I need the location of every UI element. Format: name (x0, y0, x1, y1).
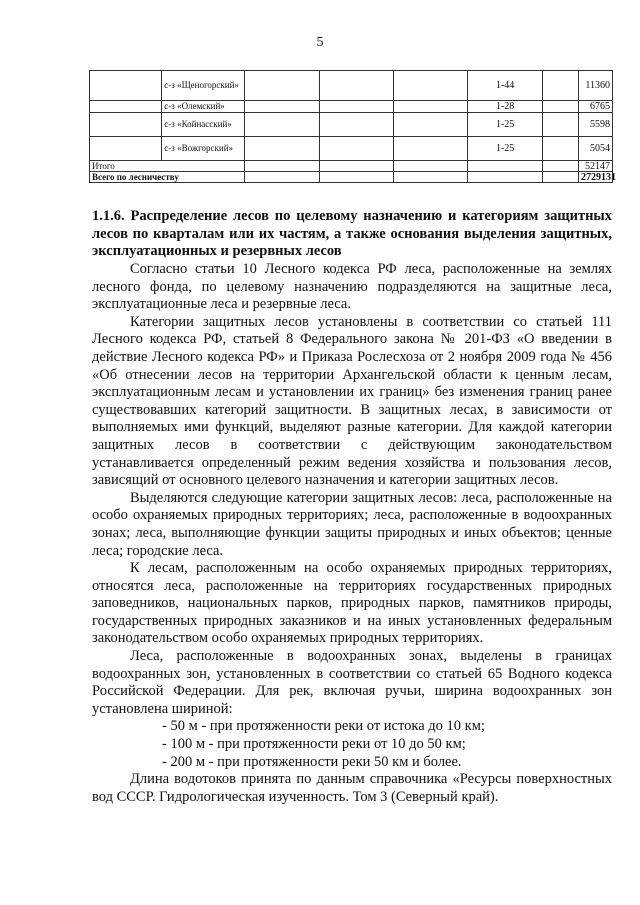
area-value: 5054 (578, 137, 612, 161)
cell (542, 161, 578, 172)
district (90, 137, 162, 161)
paragraph-5: Леса, расположенные в водоохранных зонах, выделены в границах водоохранных зон, установленных в соответствии со статьей 65 Водного кодекса Российской Федерации. Для рек, включая ручьи, ширина водоохранных зон установлена шириной: (92, 648, 612, 717)
cell (245, 101, 319, 113)
quarter-range: 1-44 (468, 71, 542, 101)
forest-area-table (89, 70, 616, 183)
cell (319, 161, 393, 172)
cell (394, 71, 468, 101)
list-item: - 200 м - при протяженности реки 50 км и более. (162, 753, 462, 770)
paragraph-3: Выделяются следующие категории защитных лесов: леса, расположенные на особо охраняемых природных территориях; леса, расположенные в водоохранных зонах; леса, выполняющие функции защиты природных и иных объектов; ценные леса; городские леса. (92, 489, 612, 559)
list-item: - 50 м - при протяженности реки от истока до 10 км; (162, 718, 485, 735)
district (90, 113, 162, 137)
table-row (90, 113, 613, 137)
forest-section-name: с-з «Щеногорский» (162, 71, 245, 101)
paragraph-final: Длина водотоков принята по данным справочника «Ресурсы поверхностных вод СССР. Гидрологическая изученность. Том 3 (Северный край). (92, 771, 612, 805)
forest-section-name: с-з «Койнасский» (162, 113, 245, 137)
list-item: - 100 м - при протяженности реки от 10 до 50 км; (162, 736, 466, 753)
total-label: Итого (90, 161, 245, 172)
cell (542, 137, 578, 161)
grand-total-row (90, 172, 613, 183)
quarter-range: 1-25 (468, 137, 542, 161)
quarter-range: 1-28 (468, 101, 542, 113)
forest-section-name: с-з «Олемский» (162, 101, 245, 113)
cell (394, 137, 468, 161)
cell (319, 137, 393, 161)
cell (542, 172, 578, 183)
page-number: 5 (316, 35, 324, 50)
table-row (90, 137, 613, 161)
cell (394, 161, 468, 172)
cell (245, 161, 319, 172)
section-heading: 1.1.6. Распределение лесов по целевому назначению и категориям защитных лесов по кварталам или их частям, а также основания выделения защитных, эксплуатационных и резервных лесов (92, 208, 612, 260)
cell (319, 71, 393, 101)
total-area: 52147 (578, 161, 612, 172)
cell (319, 101, 393, 113)
cell (468, 172, 542, 183)
cell (245, 71, 319, 101)
paragraph-1: Согласно статьи 10 Лесного кодекса РФ леса, расположенные на землях лесного фонда, по целевому назначению подразделяются на защитные леса, эксплуатационные леса и резервные леса. (92, 261, 612, 313)
district (90, 101, 162, 113)
area-value: 5598 (578, 113, 612, 137)
cell (245, 113, 319, 137)
cell (319, 172, 393, 183)
table-row (90, 71, 613, 101)
cell (319, 113, 393, 137)
section-body (92, 261, 612, 806)
district (90, 71, 162, 101)
cell (542, 113, 578, 137)
cell (468, 161, 542, 172)
cell (245, 137, 319, 161)
table-row (90, 101, 613, 113)
paragraph-2: Категории защитных лесов установлены в соответствии со статьей 111 Лесного кодекса РФ, статьей 8 Федерального закона № 201-ФЗ «О введении в действие Лесного кодекса РФ» и Приказа Рослесхоза от 2 ноября 2009 года № 456 «Об отнесении лесов на территории Архангельской области к ценным лесам, эксплуатационным лесам и установлении их границ» без изменения границ ранее существовавших категорий защитности. В защитных лесах, в зависимости от выполняемых ими функций, выделяют разные категории. Для каждой категории защитных лесов в соответствии с действующим законодательством устанавливается определенный режим ведения хозяйства и пользования лесов, зависящий от основного целевого назначения и категории защитных лесов. (92, 313, 612, 489)
total-row (90, 161, 613, 172)
cell (542, 71, 578, 101)
quarter-range: 1-25 (468, 113, 542, 137)
cell (394, 113, 468, 137)
paragraph-4: К лесам, расположенным на особо охраняемых природных территориях, относятся леса, расположенные на территориях государственных природных заповедников, национальных парков, природных парков, памятников природы, государственных природных заказников и на иных установленных федеральным законодательством особо охраняемых природных территориях. (92, 560, 612, 647)
cell (542, 101, 578, 113)
cell (245, 172, 319, 183)
forest-section-name: с-з «Вожгорский» (162, 137, 245, 161)
area-value: 6765 (578, 101, 612, 113)
cell (394, 172, 468, 183)
total-area: 2729131 (578, 172, 612, 183)
area-value: 11360 (578, 71, 612, 101)
cell (394, 101, 468, 113)
total-label: Всего по лесничеству (90, 172, 245, 183)
